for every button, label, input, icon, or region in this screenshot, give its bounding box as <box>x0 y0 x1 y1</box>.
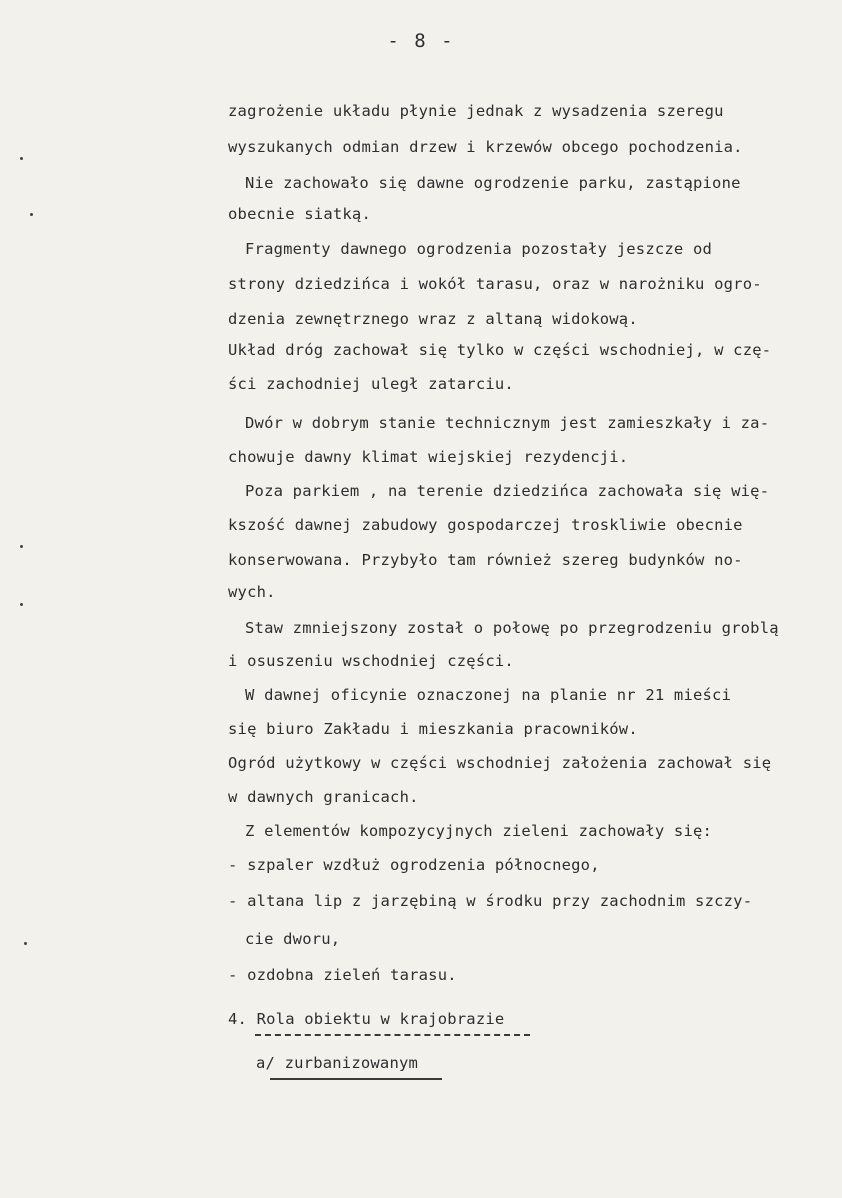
text-line: wych. <box>228 583 276 601</box>
text-line: kszość dawnej zabudowy gospodarczej troskliwie obecnie <box>228 516 743 534</box>
section-heading: 4. Rola obiektu w krajobrazie <box>228 1010 505 1028</box>
text-line: dzenia zewnętrznego wraz z altaną widokową. <box>228 310 638 328</box>
text-line: i osuszeniu wschodniej części. <box>228 652 514 670</box>
margin-mark <box>30 213 33 216</box>
text-line: chowuje dawny klimat wiejskiej rezydencji. <box>228 448 629 466</box>
text-line: Nie zachowało się dawne ogrodzenie parku, zastąpione <box>245 174 741 192</box>
margin-mark <box>20 603 23 606</box>
text-line: cie dworu, <box>245 930 341 948</box>
text-line: obecnie siatką. <box>228 205 371 223</box>
margin-mark <box>20 157 23 160</box>
heading-dashed-underline <box>255 1034 530 1036</box>
text-line: Poza parkiem , na terenie dziedzińca zachowała się wię- <box>245 482 770 500</box>
text-line: wyszukanych odmian drzew i krzewów obcego pochodzenia. <box>228 138 743 156</box>
text-line: Ogród użytkowy w części wschodniej założenia zachował się <box>228 754 772 772</box>
text-line: - altana lip z jarzębiną w środku przy zachodnim szczy- <box>228 892 753 910</box>
text-line: - ozdobna zieleń tarasu. <box>228 966 457 984</box>
text-line: - szpaler wzdłuż ogrodzenia północnego, <box>228 856 600 874</box>
text-line: konserwowana. Przybyło tam również szereg budynków no- <box>228 551 743 569</box>
text-line: zagrożenie układu płynie jednak z wysadzenia szeregu <box>228 102 724 120</box>
text-line: ści zachodniej uległ zatarciu. <box>228 375 514 393</box>
margin-mark <box>20 545 23 548</box>
text-line: Fragmenty dawnego ogrodzenia pozostały jeszcze od <box>245 240 713 258</box>
text-line: w dawnych granicach. <box>228 788 419 806</box>
text-line: Układ dróg zachował się tylko w części wschodniej, w czę- <box>228 341 772 359</box>
text-line: się biuro Zakładu i mieszkania pracowników. <box>228 720 638 738</box>
text-line: Dwór w dobrym stanie technicznym jest zamieszkały i za- <box>245 414 770 432</box>
page-number: - 8 - <box>387 30 455 52</box>
text-line: W dawnej oficynie oznaczonej na planie nr 21 mieści <box>245 686 732 704</box>
text-line: Staw zmniejszony został o połowę po przegrodzeniu groblą <box>245 619 779 637</box>
subsection-underline <box>270 1078 442 1080</box>
margin-mark <box>24 942 27 945</box>
subsection-heading: a/ zurbanizowanym <box>256 1054 419 1072</box>
text-line: strony dziedzińca i wokół tarasu, oraz w narożniku ogro- <box>228 275 762 293</box>
text-line: Z elementów kompozycyjnych zieleni zachowały się: <box>245 822 713 840</box>
